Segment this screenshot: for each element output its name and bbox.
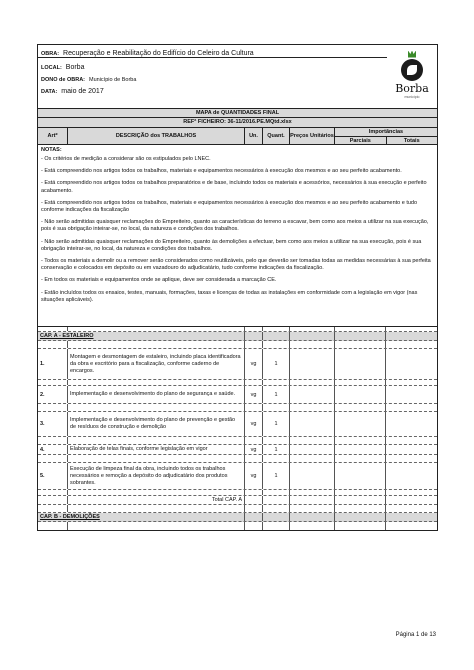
table-row	[38, 386, 437, 404]
obra-label: OBRA:	[41, 51, 60, 57]
note-item: - Estão incluídos todos os ensaios, testes, manuais, formações, taxas e licenças de todas as instalações em conformidade com a legislação em vigor (nas situações aplicáveis).	[41, 289, 418, 303]
item-number: 3.	[38, 412, 68, 436]
data-label: DATA:	[41, 89, 58, 95]
item-description: Elaboração de telas finais, conforme legislação em vigor	[68, 445, 245, 454]
col-parciais: Parciais	[335, 137, 387, 144]
logo-word: Borba	[395, 81, 429, 95]
notes-section	[38, 145, 437, 327]
column-header-row	[38, 128, 437, 145]
document-header	[38, 45, 437, 109]
item-quantity: 1	[263, 463, 290, 489]
file-reference: REFª FICHEIRO: 36-11/2016.PE.MQtd.xlsx	[38, 118, 437, 128]
note-item: - Não serão admitidas quaisquer reclamações do Empreiteiro, quanto as características do terreno a escavar, bem como aos meios a utilizar na sua execução, pois é sua obrigação inteirar-se, no local, da natureza e condições dos trabalhos.	[41, 219, 429, 233]
local-line	[38, 58, 387, 71]
item-unit: vg	[245, 463, 263, 489]
total-cap-a-row	[38, 496, 437, 505]
borba-logo	[387, 45, 437, 108]
table-row	[38, 412, 437, 437]
table-row	[38, 349, 437, 380]
chapter-a-title: CAP. A - ESTALEIRO	[38, 332, 245, 340]
sheet-title: MAPA de QUANTIDADES FINAL	[38, 109, 437, 118]
table-row	[38, 463, 437, 490]
obra-line	[38, 45, 387, 58]
item-unit: vg	[245, 386, 263, 403]
col-art: Artº	[38, 128, 68, 144]
item-quantity: 1	[263, 412, 290, 436]
note-item: - Está compreendido nos artigos todos os trabalhos, materiais e equipamentos necessários à execução dos mesmos e ao seu perfeito acabamento e tudo conforme indicações da fiscalização	[41, 199, 418, 214]
note-item: - Em todos os materiais e equipamentos onde se aplique, deve ser considerada a marcação CE.	[41, 277, 277, 284]
total-cap-a-label: Total CAP. A	[68, 496, 245, 504]
item-number: 5.	[38, 463, 68, 489]
page-number: Página 1 de 13	[395, 632, 436, 638]
item-description: Montagem e desmontagem de estaleiro, incluindo placa identificadora da obra e escritório para a fiscalização, conforme caderno de encargos.	[68, 349, 245, 379]
chapter-b-row	[38, 513, 437, 522]
notes-title: NOTAS:	[41, 147, 62, 153]
local-value: Borba	[65, 64, 85, 71]
item-number: 4.	[38, 445, 68, 454]
col-quant: Quant.	[263, 128, 290, 144]
item-description: Execução de limpeza final da obra, incluindo todos os trabalhos necessários e remoção a depósito do adjudicatário dos produtos sobrantes.	[68, 463, 245, 489]
obra-value: Recuperação e Reabilitação do Edifício do Celeiro da Cultura	[63, 50, 254, 57]
dono-line	[38, 71, 387, 83]
note-item: - Está compreendido nos artigos todos os trabalhos, materiais e equipamentos necessários à execução dos mesmos e ao seu perfeito acabamento.	[41, 168, 402, 175]
data-value: maio de 2017	[61, 88, 104, 95]
item-description: Implementação e desenvolvimento do plano de prevenção e gestão de resíduos de construção e demolição	[68, 412, 245, 436]
note-item: - Não serão admitidas quaisquer reclamações do Empreiteiro, quanto às demolições a efectuar, bem como aos meios a utilizar na sua execução, pois é sua obrigação inteirar-se, no local, da natureza e condições dos trabalhos.	[41, 238, 422, 252]
col-un: Un.	[245, 128, 263, 144]
data-line	[38, 83, 387, 95]
dono-label: DONO de OBRA:	[41, 77, 85, 83]
col-importancias	[335, 128, 437, 144]
item-unit: vg	[245, 412, 263, 436]
dono-value: Município de Borba	[89, 77, 137, 83]
importancias-label: Importâncias	[335, 128, 437, 137]
item-quantity: 1	[263, 349, 290, 379]
item-unit: vg	[245, 349, 263, 379]
col-precos: Preços Unitários	[290, 128, 335, 144]
note-item: - Os critérios de medição a considerar são os estipulados pelo LNEC.	[41, 156, 211, 162]
chapter-b-title: CAP. B - DEMOLIÇÕES	[38, 513, 245, 521]
logo-sub: município	[404, 94, 420, 99]
item-description: Implementação e desenvolvimento do plano de segurança e saúde.	[68, 386, 245, 403]
note-item: - Todos os materiais a demolir ou a remover serão considerados como reutilizáveis, pelo que deverão ser tomadas todas as medidas necessárias à sua perfeita conservação e colocados em depósito ou em vazadouro do adjudicatário, tudo conforme indicações da fiscalização.	[41, 258, 431, 272]
col-totais: Totais	[403, 137, 420, 144]
chapter-a-row	[38, 332, 437, 341]
item-number: 2.	[38, 386, 68, 403]
col-desc: DESCRIÇÃO dos TRABALHOS	[68, 128, 245, 144]
borba-emblem-icon	[401, 59, 423, 81]
item-quantity: 1	[263, 445, 290, 454]
quantities-sheet	[37, 44, 438, 531]
item-unit: vg	[245, 445, 263, 454]
table-row	[38, 445, 437, 455]
local-label: LOCAL:	[41, 65, 62, 71]
note-item: - Está compreendido nos artigos todos os trabalhos preparatórios e de base, incluindo todos os materiais e acessórios, necessários à sua execução e perfeito acabamento.	[41, 180, 427, 194]
item-number: 1.	[38, 349, 68, 379]
item-quantity: 1	[263, 386, 290, 403]
